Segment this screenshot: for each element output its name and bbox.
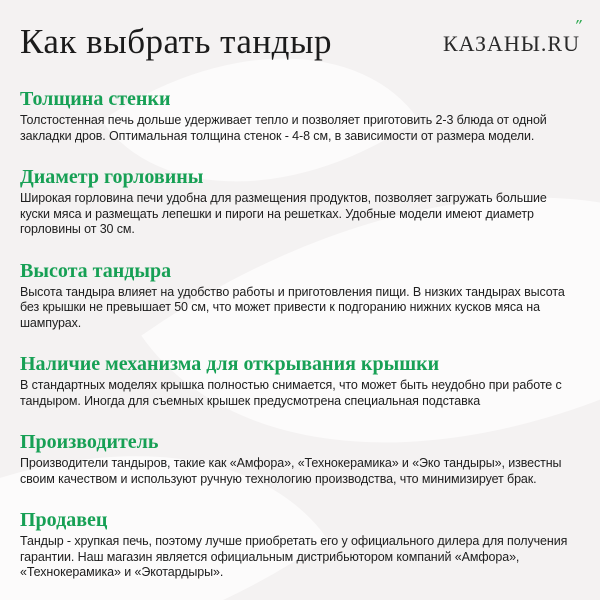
section-body: Широкая горловина печи удобна для размещения продуктов, позволяет загружать большие куски мяса и размещать лепешки и пироги на решетках. Удобные модели имеют диаметр горловины от 30 см. (20, 191, 547, 236)
site-logo[interactable] (442, 18, 585, 57)
section-body: Производители тандыров, такие как «Амфора», «Технокерамика» и «Эко тандыры», известны своим качеством и используют ручную технологию производства, что минимизирует брак. (20, 456, 562, 486)
section-neck-diameter (20, 166, 580, 238)
section-body: Толстостенная печь дольше удерживает тепло и позволяет приготовить 2-3 блюда от одной закладки дров. Оптимальная толщина стенок - 4-8 см, в зависимости от размера модели. (20, 113, 547, 143)
section-wall-thickness (20, 88, 580, 144)
section-heading: Наличие механизма для открывания крышки (20, 353, 440, 375)
logo-text: КАЗАНЫ.R (442, 31, 564, 56)
section-heading: Производитель (20, 431, 159, 453)
section-heading: Диаметр горловины (20, 166, 204, 188)
section-heading: Продавец (20, 509, 108, 531)
section-heading: Высота тандыра (20, 259, 172, 282)
header (20, 18, 585, 62)
page-title: Как выбрать тандыр (20, 22, 332, 61)
section-tandoor-height (20, 260, 580, 332)
section-body: Тандыр - хрупкая печь, поэтому лучше приобретать его у официального дилера для получения гарантии. Наш магазин является официальным дистрибьютором компаний «Амфора», «Технокерамика» и «Экотардыры». (20, 534, 568, 579)
logo-last-letter: U ″ (563, 18, 585, 56)
section-body: Высота тандыра влияет на удобство работы и приготовления пищи. В низких тандырах высота без крышки не превышает 50 см, что может привести к подгоранию нижних кусков мяса на шампурах. (20, 284, 565, 330)
section-manufacturer (20, 431, 580, 487)
section-seller (20, 509, 580, 581)
section-heading: Толщина стенки (20, 88, 171, 110)
section-lid-mechanism (20, 353, 580, 409)
logo-leaf-accent-icon: ″ (572, 18, 585, 34)
section-body: В стандартных моделях крышка полностью снимается, что может быть неудобно при работе с тандыром. Иногда для съемных крышек предусмотрена специальная подставка (20, 378, 562, 408)
